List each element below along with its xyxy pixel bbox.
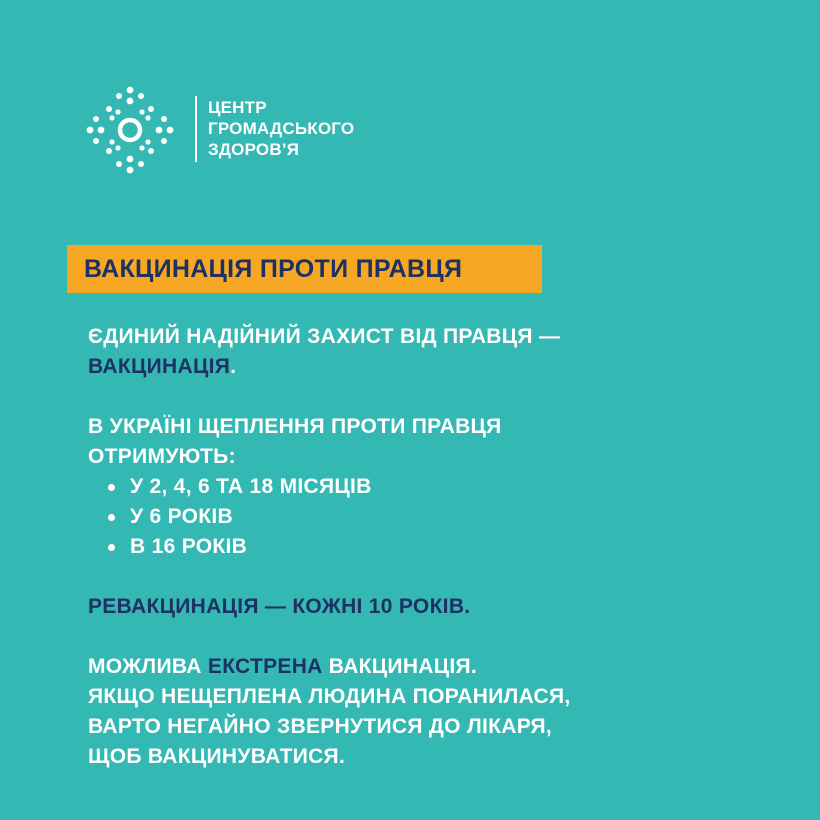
organization-name-line: ГРОМАДСЬКОГО [208,119,355,138]
list-item [88,532,788,562]
list-item-text: В 16 РОКІВ [130,535,248,558]
organization-name-line: ЦЕНТР [208,98,267,117]
paragraph-line [88,352,788,382]
bullet-icon [108,484,115,491]
paragraph-line: ЄДИНИЙ НАДІЙНИЙ ЗАХИСТ ВІД ПРАВЦЯ — [88,325,561,348]
dotted-cross-logo-icon [84,84,176,176]
bullet-icon [108,544,115,551]
highlight-text: ЕКСТРЕНА [207,655,323,678]
bullet-icon [108,514,115,521]
paragraph-line: В УКРАЇНІ ЩЕПЛЕННЯ ПРОТИ ПРАВЦЯ [88,415,502,438]
text-segment: МОЖЛИВА [88,655,208,678]
list-item [88,472,788,502]
paragraph-line: ЩОБ ВАКЦИНУВАТИСЯ. [88,745,346,768]
content-body [88,322,788,772]
list-item-text: У 6 РОКІВ [130,505,233,528]
list-item [88,502,788,532]
highlight-text: ВАКЦИНАЦІЯ [88,355,231,378]
title-banner [67,245,542,293]
paragraph-line: ОТРИМУЮТЬ: [88,445,236,468]
paragraph-line [88,652,788,682]
paragraph-line: ВАРТО НЕГАЙНО ЗВЕРНУТИСЯ ДО ЛІКАРЯ, [88,715,553,738]
organization-name [208,97,354,160]
punctuation: . [230,355,237,378]
schedule-list [88,472,788,562]
logo-divider [195,96,197,162]
page-title: ВАКЦИНАЦІЯ ПРОТИ ПРАВЦЯ [84,255,463,283]
revaccination-line: РЕВАКЦИНАЦІЯ — КОЖНІ 10 РОКІВ. [88,595,471,618]
organization-name-line: ЗДОРОВ’Я [208,140,300,159]
text-segment: ВАКЦИНАЦІЯ. [322,655,478,678]
organization-logo [84,84,384,176]
paragraph-line: ЯКЩО НЕЩЕПЛЕНА ЛЮДИНА ПОРАНИЛАСЯ, [88,685,571,708]
list-item-text: У 2, 4, 6 ТА 18 МІСЯЦІВ [130,475,372,498]
